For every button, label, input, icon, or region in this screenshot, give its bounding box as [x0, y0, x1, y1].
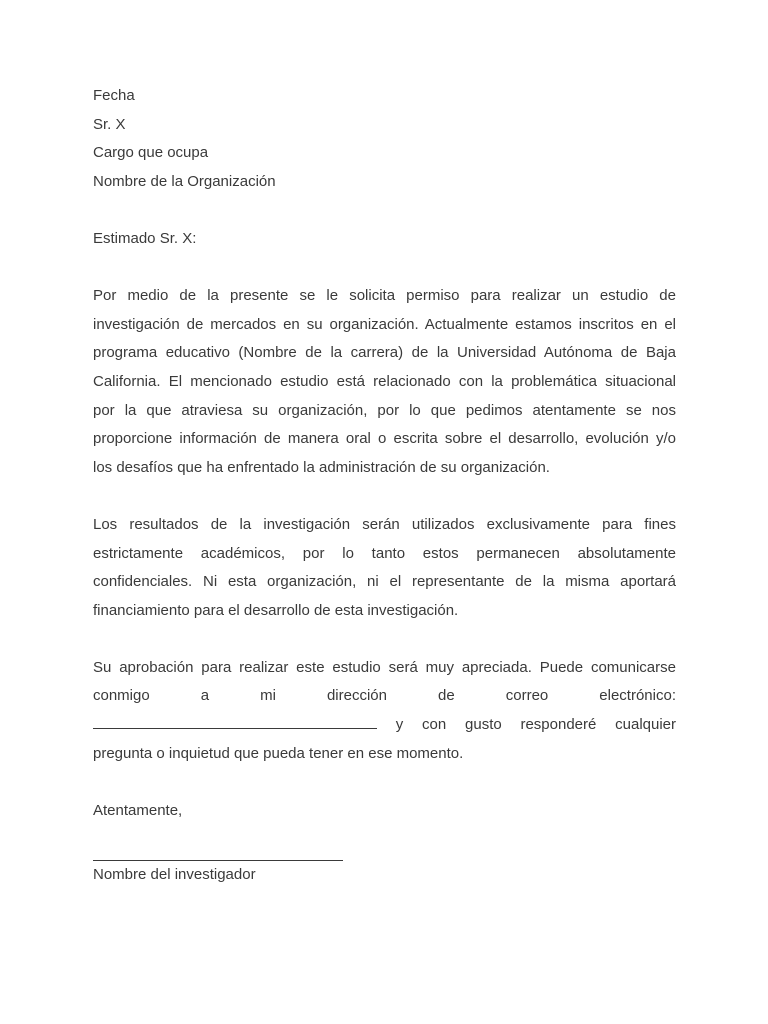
paragraph-line: estrictamente académicos, por lo tanto estos permanecen absolutamente [93, 544, 676, 562]
paragraph-line: los desafíos que ha enfrentado la administración de su organización. [93, 458, 550, 476]
paragraph-line: California. El mencionado estudio está relacionado con la problemática situacional [93, 372, 676, 390]
spacer [93, 196, 676, 225]
investigator-name-label: Nombre del investigador [93, 866, 256, 884]
paragraph-line: por la que atraviesa su organización, por lo que pedimos atentamente se nos [93, 401, 676, 419]
email-blank-line [93, 711, 377, 729]
recipient-position: Cargo que ocupa [93, 144, 209, 162]
paragraph-line: confidenciales. Ni esta organización, ni el representante de la misma aportará [93, 573, 676, 591]
paragraph-line: Los resultados de la investigación serán utilizados exclusivamente para fines [93, 515, 676, 533]
signature-line [93, 847, 343, 861]
organization-name: Nombre de la Organización [93, 172, 276, 190]
paragraph-line: Su aprobación para realizar este estudio será muy apreciada. Puede comunicarse [93, 658, 676, 676]
paragraph-line: proporcione información de manera oral o escrita sobre el desarrollo, evolución y/o [93, 430, 676, 448]
paragraph-request [93, 282, 676, 482]
spacer [93, 625, 676, 654]
paragraph-line: Por medio de la presente se le solicita permiso para realizar un estudio de [93, 287, 676, 305]
paragraph-line: financiamiento para el desarrollo de esta investigación. [93, 601, 459, 619]
paragraph-line: programa educativo (Nombre de la carrera) de la Universidad Autónoma de Baja [93, 344, 676, 362]
letter-page [93, 82, 676, 890]
closing: Atentamente, [93, 801, 183, 819]
paragraph-text: y con gusto responderé cualquier [395, 716, 677, 734]
date-label: Fecha [93, 87, 135, 104]
paragraph-line: pregunta o inquietud que pueda tener en ese momento. [93, 744, 464, 762]
greeting: Estimado Sr. X: [93, 229, 197, 247]
recipient-name: Sr. X [93, 115, 126, 133]
spacer [93, 482, 676, 511]
paragraph-confidentiality [93, 511, 676, 625]
paragraph-line: investigación de mercados en su organización. Actualmente estamos inscritos en el [93, 315, 676, 333]
spacer [93, 254, 676, 283]
paragraph-line: conmigo a mi dirección de correo electrónico: [93, 687, 676, 705]
spacer [93, 768, 676, 797]
paragraph-line-email [93, 711, 676, 740]
paragraph-contact [93, 654, 676, 768]
